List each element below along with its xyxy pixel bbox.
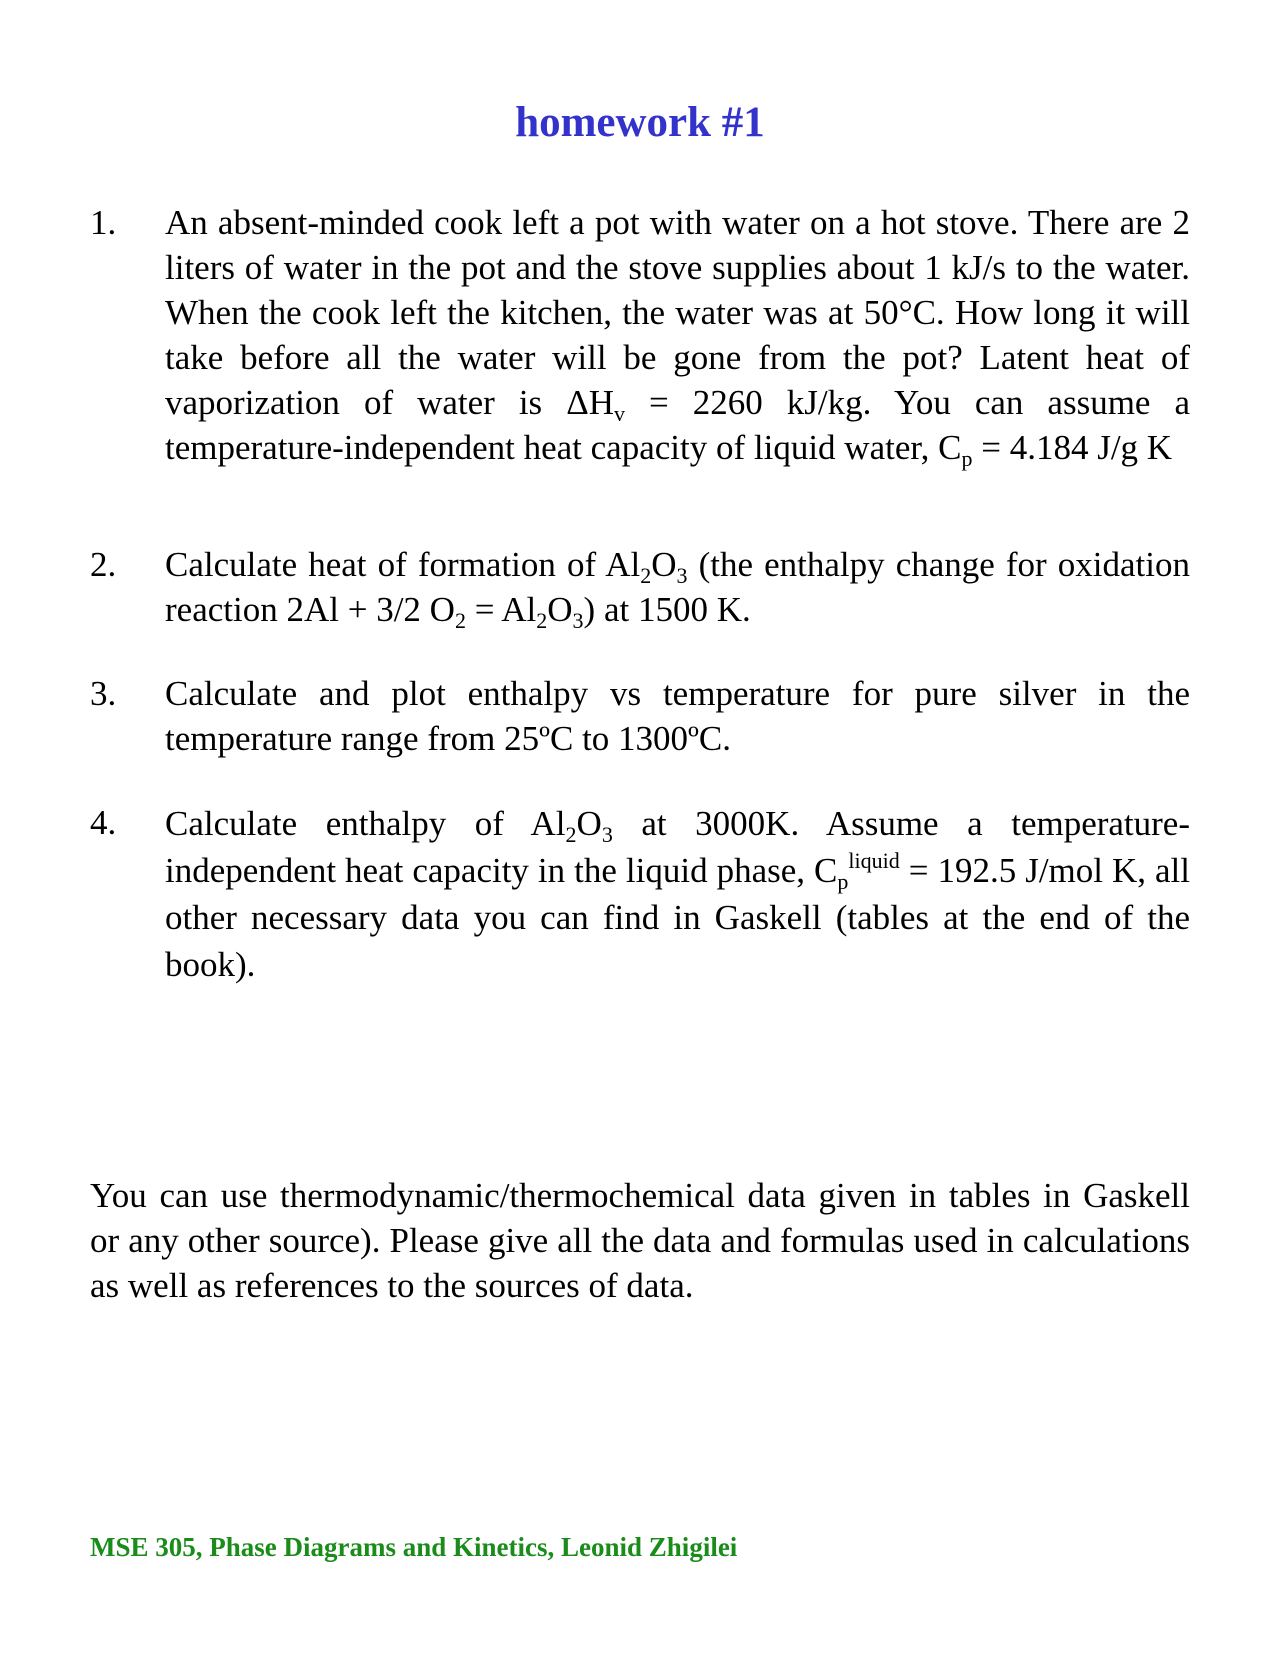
problem-4 xyxy=(90,800,1190,988)
page-title: homework #1 xyxy=(515,99,765,146)
problem-number: 2. xyxy=(90,545,117,584)
problem-1 xyxy=(90,200,1190,470)
problem-2 xyxy=(90,542,1190,632)
instructions-note: You can use thermodynamic/thermochemical data given in tables in Gaskell or any other source). Please give all the data and formulas used in calculations as well as references to the sources of data. xyxy=(90,1176,1190,1305)
problem-number: 1. xyxy=(90,203,117,242)
problem-text: Calculate enthalpy of $Al_2O_3$ at 3000K. Assume a temperature-independent heat capacity in the liquid phase, $C_p^{liquid} = 192.5$ J/mol K, all other necessary data you can find in Gaskell (tables at the end of the book). xyxy=(165,804,1191,984)
problem-number: 3. xyxy=(90,674,117,713)
problem-text: Calculate and plot enthalpy vs temperature for pure silver in the temperature range from 25ºC to 1300ºC. xyxy=(165,674,1190,758)
problem-text: Calculate heat of formation of $Al_2O_3$ (the enthalpy change for oxidation reaction 2Al + 3/2 $O_2 = Al_2O_3$) at 1500 K. xyxy=(165,545,1190,633)
course-footer: MSE 305, Phase Diagrams and Kinetics, Leonid Zhigilei xyxy=(90,1532,738,1562)
problem-text: An absent-minded cook left a pot with water on a hot stove. There are 2 liters of water in the pot and the stove supplies about 1 kJ/s to the water. When the cook left the kitchen, the water was at 50°C. How long it will take before all the water will be gone from the pot? Latent heat of vaporization of water is $\Delta H_v = 2260$ kJ/kg. You can assume a temperature-independent heat capacity of liquid water, $C_p = 4.184$ J/g K xyxy=(165,203,1190,471)
problem-3 xyxy=(90,671,1190,761)
problem-number: 4. xyxy=(90,803,117,842)
